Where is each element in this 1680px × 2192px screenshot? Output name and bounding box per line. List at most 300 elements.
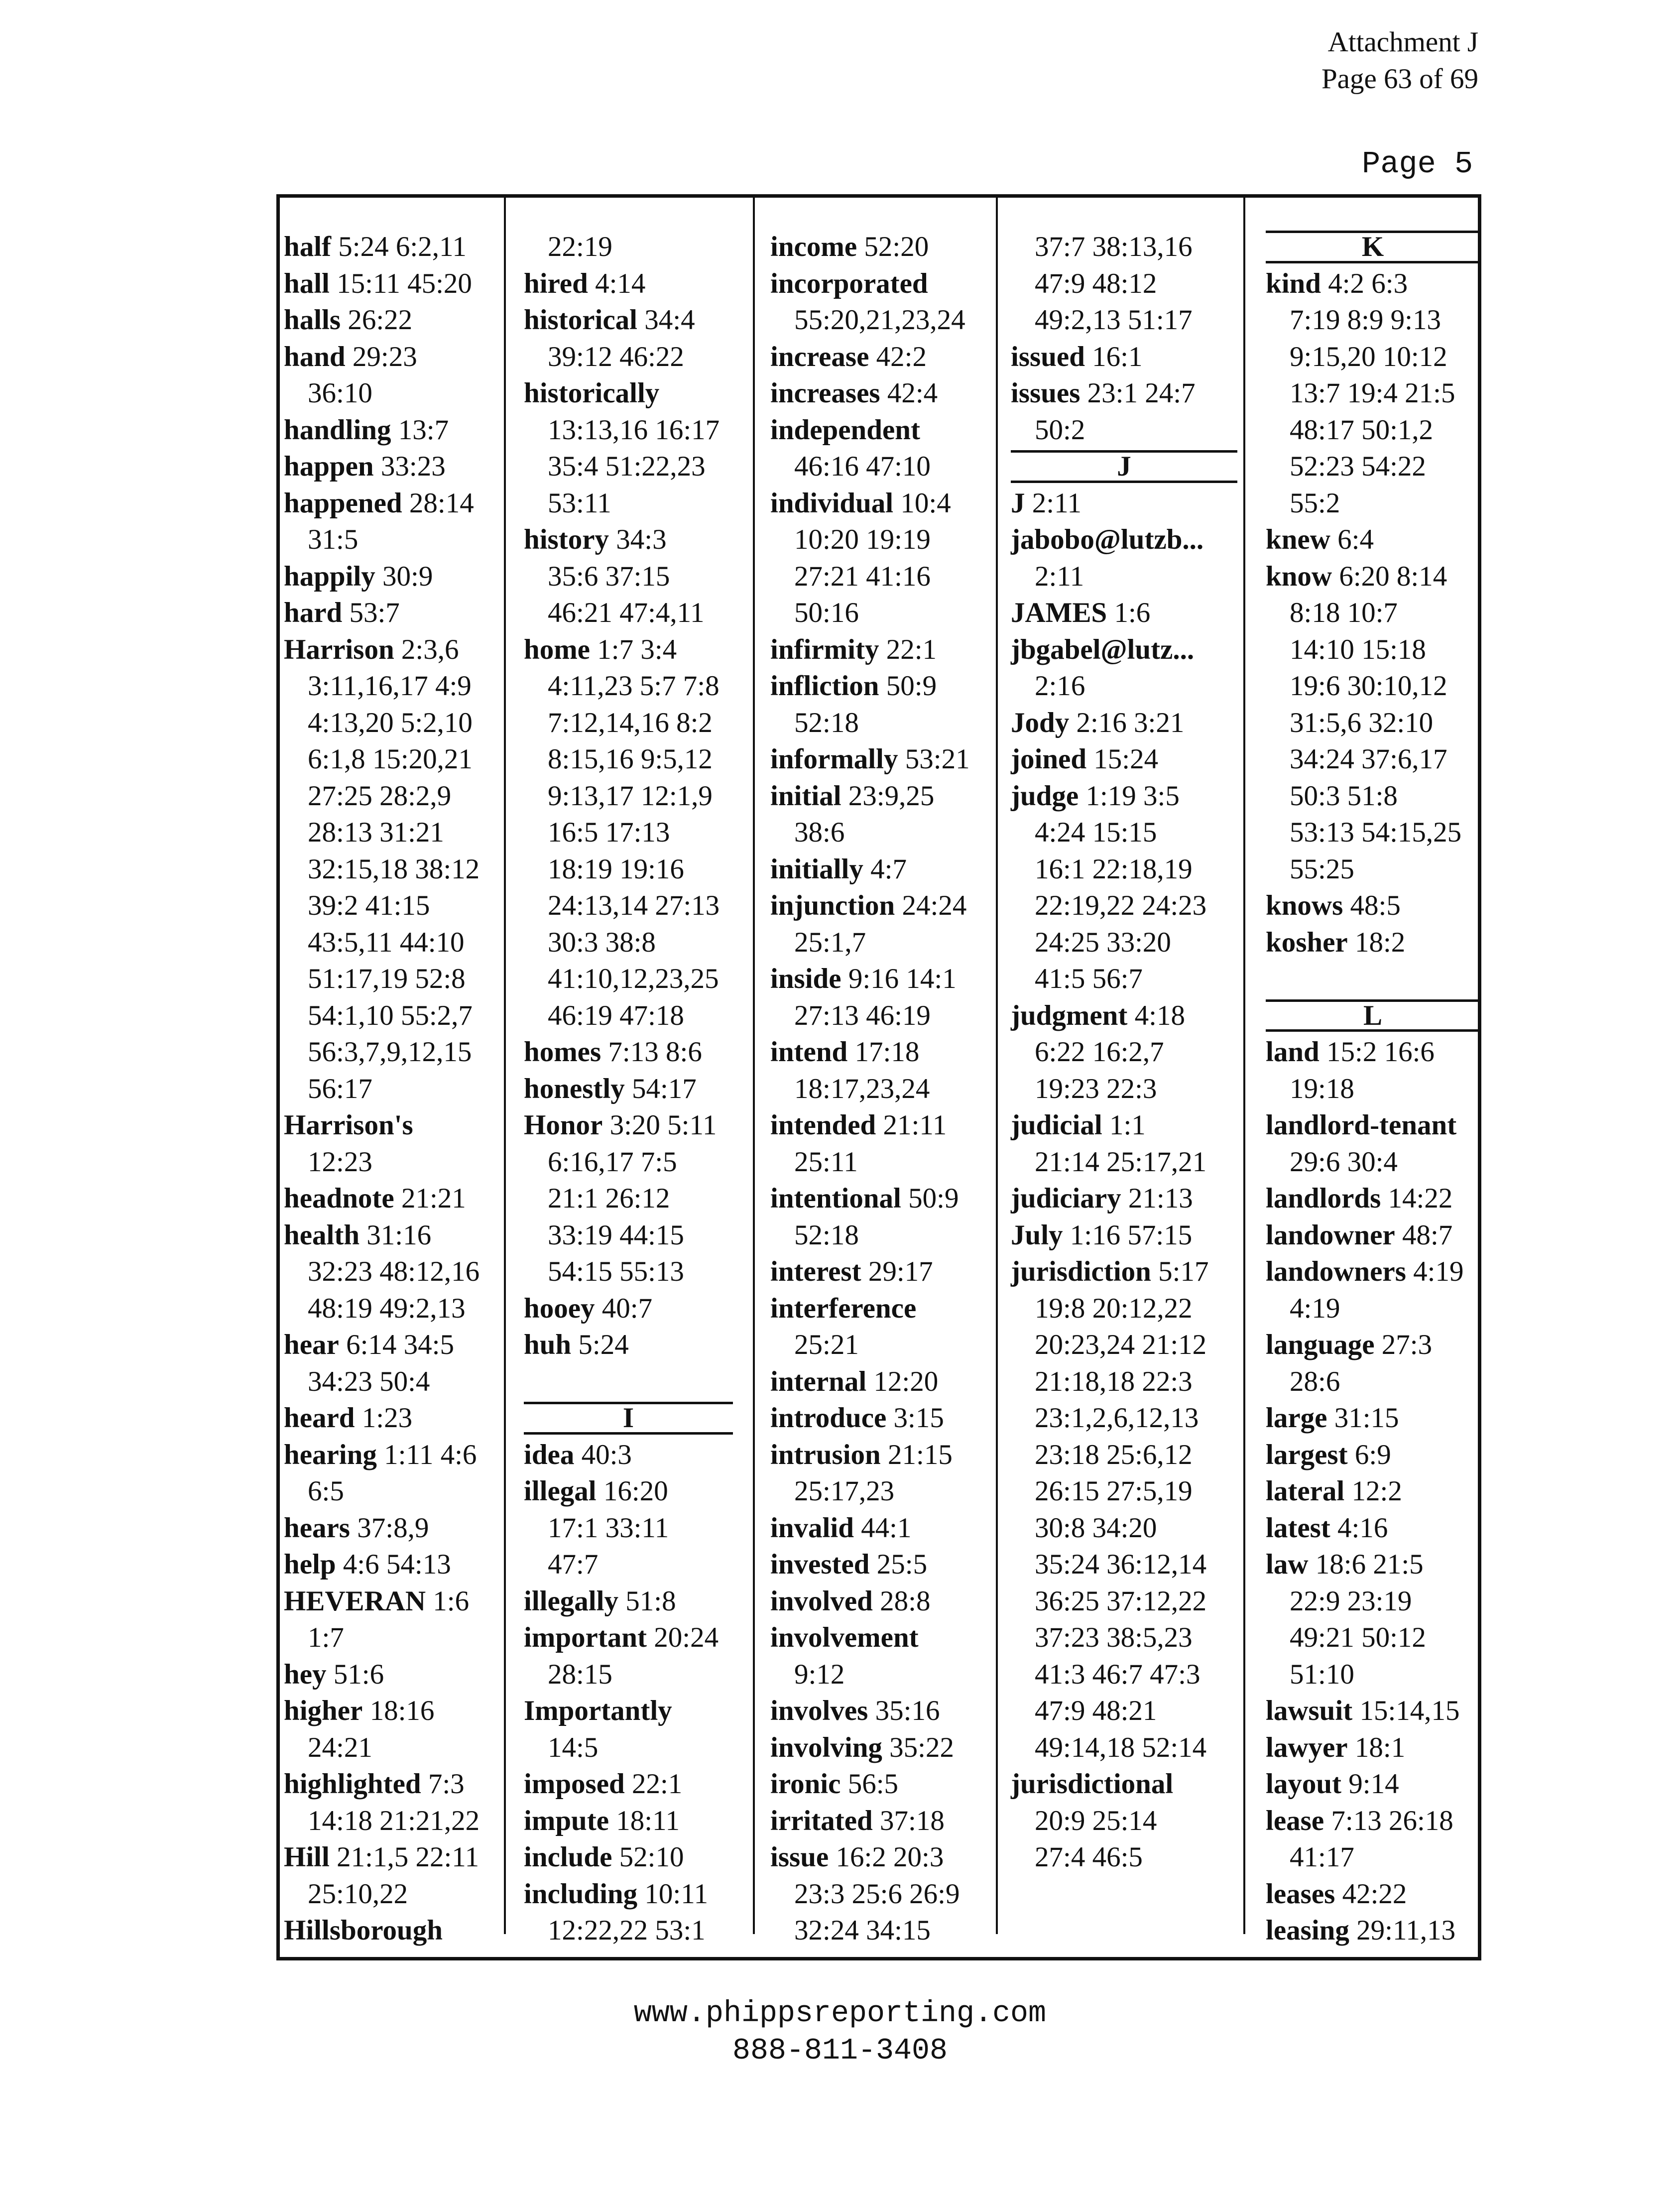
index-column-1 — [284, 229, 493, 1949]
index-entry — [284, 302, 493, 339]
index-entry-continuation: 46:16 47:10 — [794, 451, 931, 482]
index-entry-continuation: 26:15 27:5,19 — [1035, 1475, 1193, 1507]
index-term: intend — [770, 1036, 848, 1068]
page-line-refs: 10:4 — [900, 487, 951, 519]
spacer — [1266, 961, 1480, 997]
index-entry — [1266, 1217, 1480, 1254]
index-term: incorporated — [770, 267, 928, 299]
index-entry — [770, 1437, 994, 1473]
index-entry — [770, 1034, 994, 1071]
index-entry-continuation: 28:13 31:21 — [308, 817, 444, 848]
page-line-refs: 15:11 45:20 — [337, 267, 472, 299]
index-entry-continuation: 32:24 34:15 — [794, 1915, 931, 1946]
index-entry — [1011, 1107, 1237, 1144]
index-term: landlord-tenant — [1266, 1109, 1457, 1141]
index-entry — [284, 1839, 493, 1876]
page-line-refs: 4:6 54:13 — [343, 1549, 451, 1580]
index-entry-continuation: 50:2 — [1035, 414, 1085, 446]
index-term: Honor — [524, 1109, 603, 1141]
index-entry-continuation: 21:18,18 22:3 — [1035, 1365, 1193, 1397]
index-entry — [1266, 1766, 1480, 1803]
index-column-4 — [1011, 229, 1237, 1876]
index-entry-continuation: 16:1 22:18,19 — [1035, 853, 1193, 885]
index-entry — [524, 631, 733, 668]
index-term: higher — [284, 1695, 363, 1726]
index-entry — [1011, 997, 1237, 1034]
page-line-refs: 4:14 — [595, 267, 646, 299]
index-entry-continuation: 39:12 46:22 — [548, 341, 684, 372]
index-entry-continuation: 14:5 — [548, 1731, 599, 1763]
index-term: increase — [770, 341, 869, 372]
index-entry-continuation: 32:23 48:12,16 — [308, 1256, 480, 1287]
page-line-refs: 1:23 — [361, 1402, 413, 1434]
index-entry — [284, 1912, 493, 1949]
index-entry — [1266, 1253, 1480, 1290]
index-entry-continuation: 6:5 — [308, 1475, 344, 1507]
index-term: happened — [284, 487, 402, 519]
index-entry — [524, 1803, 733, 1839]
index-entry-continuation: 37:7 38:13,16 — [1035, 231, 1193, 262]
index-term: hearing — [284, 1439, 377, 1470]
index-entry-continuation: 6:16,17 7:5 — [548, 1146, 677, 1178]
index-entry — [524, 1071, 733, 1107]
spacer — [524, 1363, 733, 1400]
index-term: hall — [284, 267, 330, 299]
index-term: half — [284, 231, 332, 262]
index-entry — [524, 1107, 733, 1144]
index-term: involving — [770, 1731, 882, 1763]
index-entry-continuation: 25:10,22 — [308, 1878, 408, 1910]
index-term: hard — [284, 597, 343, 628]
index-entry — [524, 1473, 733, 1510]
index-entry — [1011, 485, 1237, 522]
index-entry-continuation: 50:16 — [794, 597, 859, 628]
page-line-refs: 20:24 — [654, 1622, 719, 1653]
index-term: income — [770, 231, 857, 262]
index-entry-continuation: 8:15,16 9:5,12 — [548, 743, 713, 775]
page-line-refs: 4:7 — [870, 853, 907, 885]
index-entry-continuation: 35:24 36:12,14 — [1035, 1549, 1207, 1580]
page-line-refs: 1:6 — [433, 1585, 470, 1617]
index-term: judiciary — [1011, 1183, 1121, 1214]
index-entry-continuation: 20:9 25:14 — [1035, 1805, 1157, 1836]
column-divider — [996, 198, 998, 1934]
index-column-5 — [1266, 229, 1480, 1949]
page-line-refs: 4:19 — [1413, 1256, 1464, 1287]
index-entry-continuation: 8:18 10:7 — [1290, 597, 1398, 628]
page-line-refs: 5:24 6:2,11 — [338, 231, 467, 262]
index-entry-continuation: 35:6 37:15 — [548, 560, 670, 592]
index-term: internal — [770, 1365, 867, 1397]
index-entry-continuation: 18:19 19:16 — [548, 853, 684, 885]
index-entry-continuation: 37:23 38:5,23 — [1035, 1622, 1193, 1653]
index-entry-continuation: 48:19 49:2,13 — [308, 1292, 466, 1324]
page-line-refs: 6:4 — [1337, 524, 1374, 555]
page-line-refs: 1:16 57:15 — [1070, 1219, 1193, 1251]
index-term: Hillsborough — [284, 1915, 443, 1946]
index-entry — [1266, 521, 1480, 558]
index-entry-continuation: 49:21 50:12 — [1290, 1622, 1426, 1653]
index-entry — [1011, 1180, 1237, 1217]
index-entry-continuation: 53:11 — [548, 487, 611, 519]
index-term: informally — [770, 743, 898, 775]
index-term: historical — [524, 304, 637, 336]
index-term: happen — [284, 451, 374, 482]
page-line-refs: 50:9 — [908, 1183, 959, 1214]
index-entry — [770, 1766, 994, 1803]
index-entry — [770, 778, 994, 815]
index-entry — [524, 302, 733, 339]
attachment-label: Attachment J — [1327, 26, 1478, 58]
index-entry-continuation: 7:19 8:9 9:13 — [1290, 304, 1441, 336]
index-term: hooey — [524, 1292, 595, 1324]
attachment-header — [1321, 24, 1478, 98]
index-entry-continuation: 34:23 50:4 — [308, 1365, 430, 1397]
index-term: lateral — [1266, 1475, 1345, 1507]
index-term: July — [1011, 1219, 1063, 1251]
page-line-refs: 5:24 — [578, 1329, 629, 1360]
index-entry — [770, 1363, 994, 1400]
index-entry — [1266, 1510, 1480, 1547]
index-entry-continuation: 16:5 17:13 — [548, 817, 670, 848]
index-entry — [284, 1107, 493, 1144]
index-entry-continuation: 41:5 56:7 — [1035, 963, 1143, 994]
page-line-refs: 16:20 — [603, 1475, 668, 1507]
index-term: issues — [1011, 377, 1080, 409]
index-entry-continuation: 55:2 — [1290, 487, 1340, 519]
index-entry — [770, 375, 994, 412]
index-term: joined — [1011, 743, 1087, 775]
index-entry — [1266, 1180, 1480, 1217]
index-entry — [284, 1180, 493, 1217]
index-entry — [524, 375, 733, 412]
index-term: help — [284, 1549, 336, 1580]
page-line-refs: 31:16 — [366, 1219, 432, 1251]
index-term: involved — [770, 1585, 873, 1617]
index-entry-continuation: 12:23 — [308, 1146, 372, 1178]
index-term: Importantly — [524, 1695, 672, 1726]
index-entry — [524, 521, 733, 558]
index-term: increases — [770, 377, 880, 409]
page-of-label: Page 63 of 69 — [1321, 63, 1478, 95]
page-line-refs: 56:5 — [847, 1768, 899, 1800]
index-entry — [284, 1693, 493, 1729]
word-index-box — [276, 194, 1481, 1960]
index-entry — [770, 1546, 994, 1583]
index-term: halls — [284, 304, 341, 336]
index-entry — [770, 265, 994, 302]
index-term: inside — [770, 963, 841, 994]
page-line-refs: 18:11 — [616, 1805, 680, 1836]
index-term: invested — [770, 1549, 870, 1580]
page-line-refs: 21:21 — [401, 1183, 466, 1214]
page-line-refs: 16:1 — [1092, 341, 1143, 372]
index-entry — [284, 412, 493, 449]
index-entry-continuation: 22:19 — [548, 231, 612, 262]
index-term: historically — [524, 377, 660, 409]
section-letter-header: K — [1266, 229, 1480, 265]
index-term: infliction — [770, 670, 879, 702]
index-entry-continuation: 4:19 — [1290, 1292, 1340, 1324]
page-line-refs: 28:14 — [409, 487, 474, 519]
index-entry — [1011, 778, 1237, 815]
index-entry — [770, 1107, 994, 1144]
index-entry-continuation: 27:13 46:19 — [794, 999, 931, 1031]
page-line-refs: 7:3 — [428, 1768, 465, 1800]
index-entry — [1011, 375, 1237, 412]
page-line-refs: 44:1 — [861, 1512, 912, 1544]
index-entry — [284, 448, 493, 485]
page-line-refs: 1:7 3:4 — [597, 633, 677, 665]
index-entry-continuation: 52:18 — [794, 1219, 859, 1251]
index-term: include — [524, 1841, 612, 1873]
index-entry — [524, 1437, 733, 1473]
index-term: initial — [770, 780, 841, 812]
index-term: jabobo@lutzb... — [1011, 524, 1204, 555]
index-entry — [284, 485, 493, 522]
column-divider — [753, 198, 755, 1934]
index-term: handling — [284, 414, 391, 446]
index-entry-continuation: 35:4 51:22,23 — [548, 451, 706, 482]
index-term: illegally — [524, 1585, 618, 1617]
index-entry-continuation: 24:21 — [308, 1731, 372, 1763]
index-entry-continuation: 46:19 47:18 — [548, 999, 684, 1031]
index-entry-continuation: 56:17 — [308, 1073, 372, 1104]
index-entry-continuation: 54:1,10 55:2,7 — [308, 999, 473, 1031]
page-line-refs: 37:18 — [879, 1805, 945, 1836]
index-entry-continuation: 6:1,8 15:20,21 — [308, 743, 473, 775]
index-entry — [770, 1839, 994, 1876]
index-entry — [284, 1217, 493, 1254]
index-term: including — [524, 1878, 638, 1910]
index-entry-continuation: 41:17 — [1290, 1841, 1354, 1873]
page-line-refs: 9:14 — [1348, 1768, 1399, 1800]
index-entry — [770, 1510, 994, 1547]
page-line-refs: 24:24 — [902, 890, 967, 921]
index-entry — [284, 1546, 493, 1583]
index-entry — [524, 1619, 733, 1656]
transcript-page-number: Page 5 — [1362, 146, 1473, 182]
index-entry-continuation: 7:12,14,16 8:2 — [548, 707, 713, 738]
index-term: land — [1266, 1036, 1320, 1068]
index-entry — [1266, 924, 1480, 961]
page-line-refs: 17:18 — [854, 1036, 920, 1068]
index-entry — [770, 887, 994, 924]
index-entry — [770, 1729, 994, 1766]
index-entry — [770, 1803, 994, 1839]
index-column-2 — [524, 229, 733, 1949]
page-line-refs: 3:15 — [893, 1402, 944, 1434]
index-entry-continuation: 23:1,2,6,12,13 — [1035, 1402, 1199, 1434]
index-column-3 — [770, 229, 994, 1949]
index-entry-continuation: 14:10 15:18 — [1290, 633, 1426, 665]
index-entry — [524, 265, 733, 302]
index-entry-continuation: 4:11,23 5:7 7:8 — [548, 670, 720, 702]
page-line-refs: 21:13 — [1128, 1183, 1193, 1214]
index-entry-continuation: 34:24 37:6,17 — [1290, 743, 1447, 775]
index-entry-continuation: 47:7 — [548, 1549, 599, 1580]
index-term: intended — [770, 1109, 876, 1141]
index-term: language — [1266, 1329, 1375, 1360]
index-entry-continuation: 51:17,19 52:8 — [308, 963, 466, 994]
page-line-refs: 1:1 — [1109, 1109, 1146, 1141]
index-entry-continuation: 9:12 — [794, 1658, 845, 1690]
index-entry — [284, 229, 493, 265]
index-term: landowner — [1266, 1219, 1395, 1251]
index-term: imposed — [524, 1768, 625, 1800]
index-entry-continuation: 31:5 — [308, 524, 359, 555]
index-entry — [1266, 1546, 1480, 1583]
page-line-refs: 15:2 16:6 — [1326, 1036, 1435, 1068]
index-entry-continuation: 19:18 — [1290, 1073, 1354, 1104]
index-entry — [770, 668, 994, 705]
index-entry-continuation: 18:17,23,24 — [794, 1073, 930, 1104]
index-term: introduce — [770, 1402, 887, 1434]
index-entry — [770, 339, 994, 375]
index-term: knows — [1266, 890, 1343, 921]
index-term: home — [524, 633, 590, 665]
page-line-refs: 4:2 6:3 — [1328, 267, 1408, 299]
index-term: highlighted — [284, 1768, 421, 1800]
index-entry-continuation: 31:5,6 32:10 — [1290, 707, 1434, 738]
index-entry — [1011, 741, 1237, 778]
index-entry — [770, 741, 994, 778]
footer-phone: 888-811-3408 — [732, 2034, 948, 2068]
index-entry-continuation: 6:22 16:2,7 — [1035, 1036, 1164, 1068]
index-entry — [1266, 1327, 1480, 1363]
column-divider — [504, 198, 506, 1934]
page-line-refs: 6:14 34:5 — [346, 1329, 454, 1360]
index-entry-continuation: 25:1,7 — [794, 926, 866, 958]
index-term: heard — [284, 1402, 355, 1434]
index-term: intrusion — [770, 1439, 881, 1470]
page-line-refs: 23:9,25 — [848, 780, 935, 812]
index-entry — [1266, 1400, 1480, 1437]
page-line-refs: 22:1 — [886, 633, 937, 665]
page-line-refs: 7:13 8:6 — [608, 1036, 702, 1068]
index-entry — [524, 1290, 733, 1327]
index-entry — [1011, 1217, 1237, 1254]
index-entry-continuation: 29:6 30:4 — [1290, 1146, 1398, 1178]
index-entry — [524, 1766, 733, 1803]
page-line-refs: 2:3,6 — [401, 633, 459, 665]
index-entry-continuation: 30:8 34:20 — [1035, 1512, 1157, 1544]
page-line-refs: 42:2 — [876, 341, 927, 372]
page-line-refs: 1:6 — [1114, 597, 1151, 628]
index-term: injunction — [770, 890, 895, 921]
index-entry-continuation: 52:23 54:22 — [1290, 451, 1426, 482]
index-term: hear — [284, 1329, 339, 1360]
page-line-refs: 9:16 14:1 — [848, 963, 957, 994]
index-entry — [524, 1839, 733, 1876]
index-term: landlords — [1266, 1183, 1381, 1214]
page-line-refs: 29:17 — [868, 1256, 933, 1287]
index-term: jurisdictional — [1011, 1768, 1174, 1800]
page-line-refs: 51:8 — [625, 1585, 676, 1617]
index-entry — [1266, 1729, 1480, 1766]
index-entry — [1266, 1803, 1480, 1839]
index-entry — [770, 631, 994, 668]
index-entry-continuation: 13:13,16 16:17 — [548, 414, 720, 446]
page-line-refs: 29:23 — [352, 341, 417, 372]
index-term: health — [284, 1219, 360, 1251]
page-line-refs: 25:5 — [876, 1549, 928, 1580]
page-line-refs: 22:1 — [631, 1768, 683, 1800]
index-entry — [770, 961, 994, 997]
index-entry-continuation: 9:15,20 10:12 — [1290, 341, 1447, 372]
index-entry-continuation: 55:25 — [1290, 853, 1354, 885]
index-term: individual — [770, 487, 894, 519]
page-line-refs: 33:23 — [380, 451, 446, 482]
index-entry-continuation: 49:2,13 51:17 — [1035, 304, 1193, 336]
index-entry — [1266, 1876, 1480, 1913]
index-entry — [524, 1583, 733, 1620]
index-term: Harrison — [284, 633, 394, 665]
page-line-refs: 3:20 5:11 — [609, 1109, 717, 1141]
index-entry-continuation: 48:17 50:1,2 — [1290, 414, 1434, 446]
page-line-refs: 51:6 — [333, 1658, 384, 1690]
index-term: leases — [1266, 1878, 1335, 1910]
index-entry-continuation: 2:11 — [1035, 560, 1084, 592]
page-line-refs: 42:22 — [1342, 1878, 1407, 1910]
index-term: jbgabel@lutz... — [1011, 633, 1195, 665]
index-entry — [284, 595, 493, 631]
index-entry — [284, 558, 493, 595]
index-term: interest — [770, 1256, 861, 1287]
index-term: impute — [524, 1805, 609, 1836]
page-line-refs: 30:9 — [382, 560, 433, 592]
index-entry — [284, 1510, 493, 1547]
index-entry-continuation: 22:9 23:19 — [1290, 1585, 1412, 1617]
index-entry-continuation: 13:7 19:4 21:5 — [1290, 377, 1455, 409]
index-term: involves — [770, 1695, 868, 1726]
index-entry-continuation: 27:4 46:5 — [1035, 1841, 1143, 1873]
index-entry-continuation: 25:21 — [794, 1329, 859, 1360]
index-term: judge — [1011, 780, 1079, 812]
page-line-refs: 18:2 — [1354, 926, 1406, 958]
index-entry — [284, 265, 493, 302]
index-entry-continuation: 33:19 44:15 — [548, 1219, 684, 1251]
index-entry-continuation: 4:13,20 5:2,10 — [308, 707, 473, 738]
index-term: irritated — [770, 1805, 873, 1836]
index-entry — [284, 631, 493, 668]
index-entry-continuation: 50:3 51:8 — [1290, 780, 1398, 812]
index-entry — [770, 851, 994, 888]
page-line-refs: 6:9 — [1354, 1439, 1391, 1470]
index-term: illegal — [524, 1475, 597, 1507]
index-term: lease — [1266, 1805, 1324, 1836]
page-line-refs: 10:11 — [644, 1878, 709, 1910]
index-entry-continuation: 32:15,18 38:12 — [308, 853, 480, 885]
footer-website: www.phippsreporting.com — [633, 1997, 1047, 2031]
index-entry — [1266, 1034, 1480, 1071]
page-line-refs: 53:7 — [349, 597, 400, 628]
index-term: initially — [770, 853, 863, 885]
page-line-refs: 21:1,5 22:11 — [337, 1841, 480, 1873]
index-term: law — [1266, 1549, 1309, 1580]
page-line-refs: 2:11 — [1032, 487, 1081, 519]
page-line-refs: 23:1 24:7 — [1087, 377, 1196, 409]
index-term: hired — [524, 267, 588, 299]
index-term: kosher — [1266, 926, 1348, 958]
index-entry — [284, 1766, 493, 1803]
index-entry-continuation: 51:10 — [1290, 1658, 1354, 1690]
index-term: invalid — [770, 1512, 854, 1544]
index-entry-continuation: 23:3 25:6 26:9 — [794, 1878, 960, 1910]
index-term: judgment — [1011, 999, 1128, 1031]
index-entry — [1011, 631, 1237, 668]
index-entry — [524, 1693, 733, 1729]
